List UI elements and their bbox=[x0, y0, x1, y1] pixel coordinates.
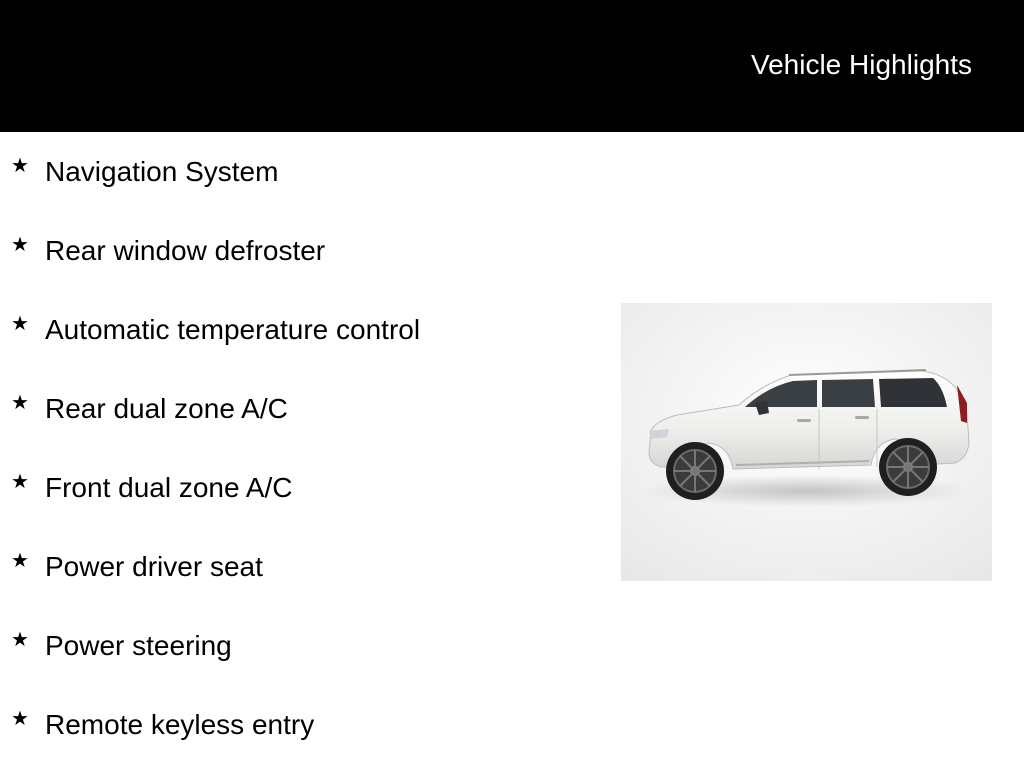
star-icon: ★ bbox=[11, 708, 29, 730]
star-icon: ★ bbox=[11, 550, 29, 572]
feature-label: Navigation System bbox=[45, 156, 279, 187]
white-suv-side-view-image bbox=[621, 303, 992, 581]
star-icon: ★ bbox=[11, 234, 29, 256]
list-item bbox=[0, 527, 600, 606]
list-item bbox=[0, 448, 600, 527]
feature-label: Power steering bbox=[45, 630, 232, 661]
list-item bbox=[0, 290, 600, 369]
star-icon: ★ bbox=[11, 471, 29, 493]
star-icon: ★ bbox=[11, 392, 29, 414]
feature-label: Rear dual zone A/C bbox=[45, 393, 288, 424]
feature-label: Automatic temperature control bbox=[45, 314, 421, 345]
vehicle-photo bbox=[621, 303, 992, 581]
list-item bbox=[0, 369, 600, 448]
feature-label: Front dual zone A/C bbox=[45, 472, 293, 503]
feature-label: Remote keyless entry bbox=[45, 709, 315, 740]
list-item bbox=[0, 606, 600, 685]
list-item bbox=[0, 211, 600, 290]
feature-label: Rear window defroster bbox=[45, 235, 326, 266]
star-icon: ★ bbox=[11, 155, 29, 177]
star-icon: ★ bbox=[11, 629, 29, 651]
list-item bbox=[0, 132, 600, 211]
list-item bbox=[0, 685, 600, 764]
header-bar bbox=[0, 0, 1024, 132]
page-title: Vehicle Highlights bbox=[750, 49, 972, 80]
feature-label: Power driver seat bbox=[45, 551, 263, 582]
feature-list bbox=[0, 132, 600, 764]
star-icon: ★ bbox=[11, 313, 29, 335]
